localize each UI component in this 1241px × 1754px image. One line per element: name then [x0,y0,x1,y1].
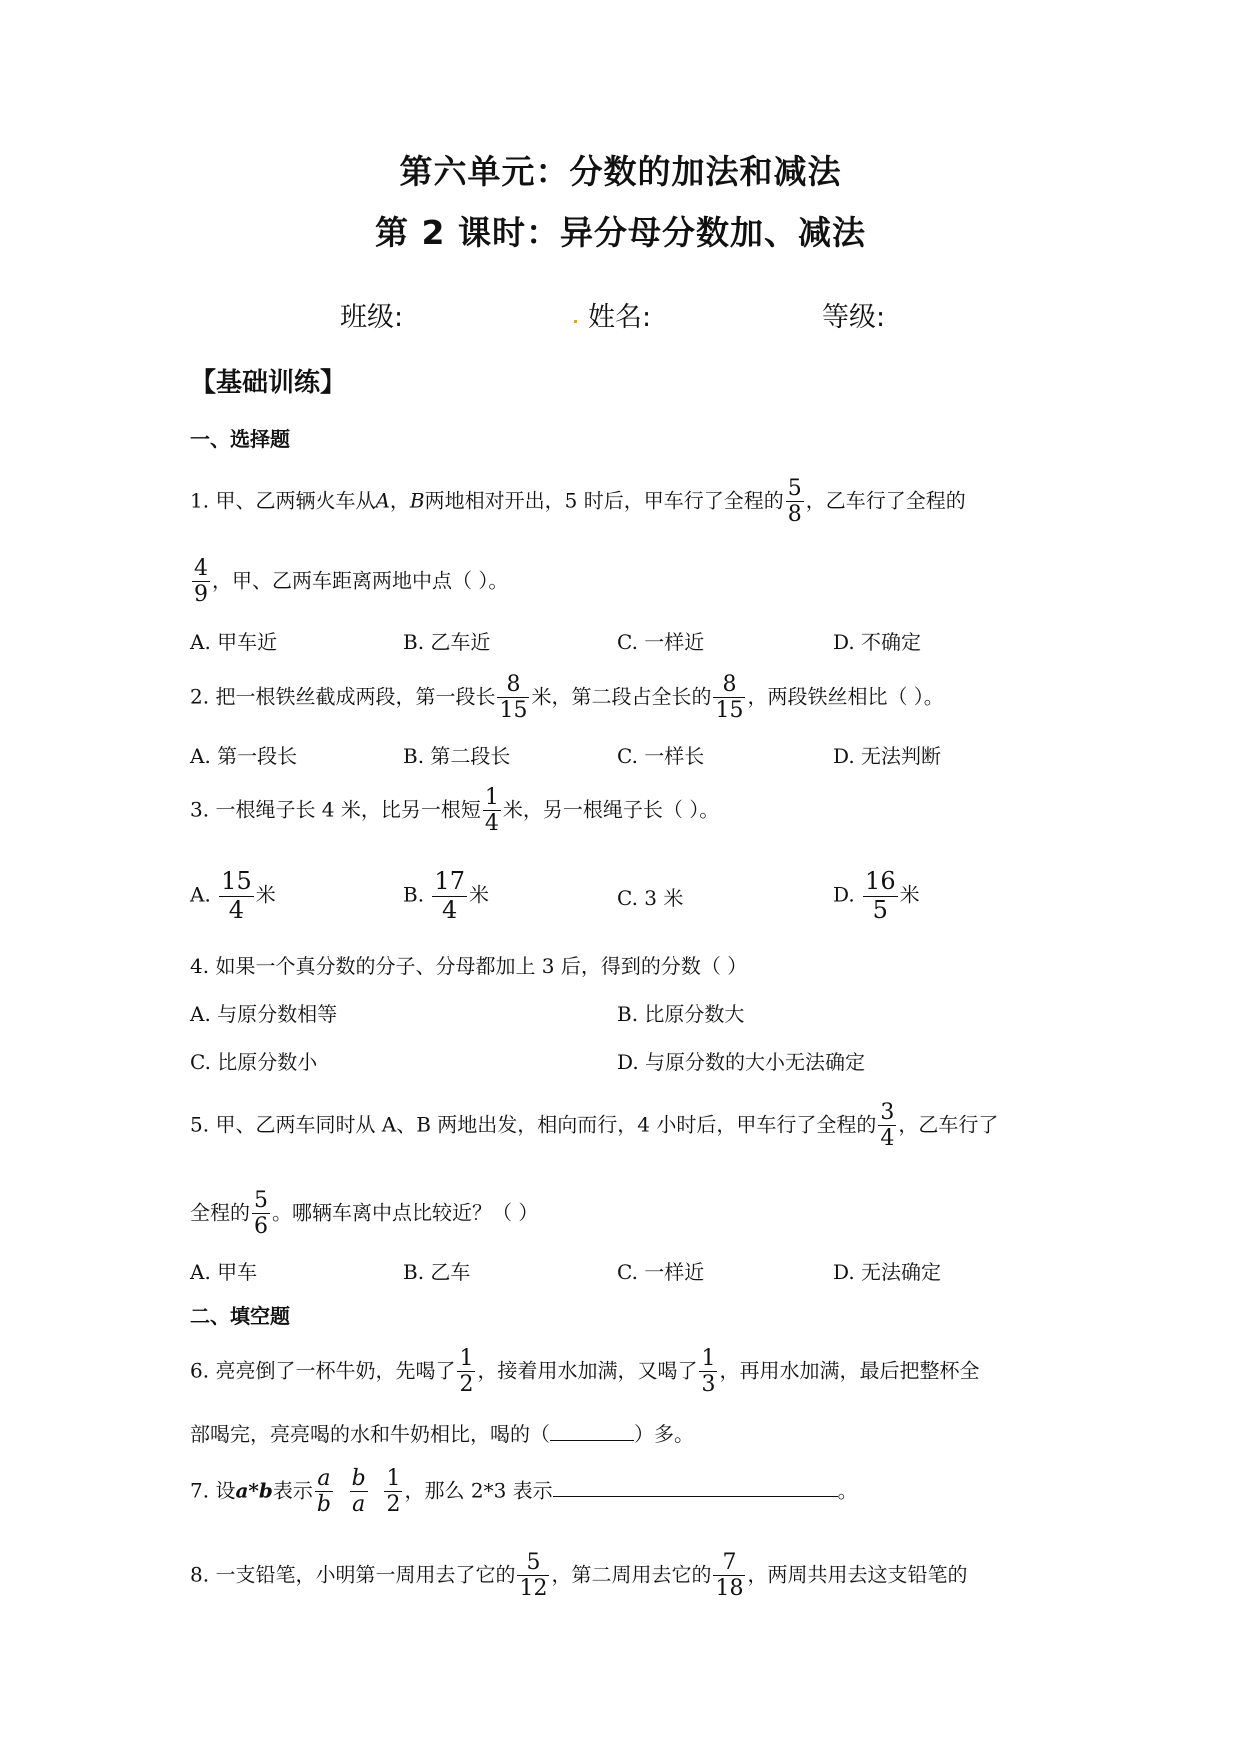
class-label: 班级: [340,302,404,333]
fraction: $\frac{1}{2}$ [386,1466,401,1518]
q2-option-b: B. 第二段长 [403,744,511,768]
q4-option-c: C. 比原分数小 [190,1050,318,1074]
q1-option-a: A. 甲车近 [190,630,278,654]
question-8: 8. 一支铅笔，小明第一周用去了它的 $\frac{5}{12}$ ，第二周用去它的 $\frac{7}{18}$ ，两周共用去这支铅笔的 [190,1550,968,1602]
fraction: $\frac{1}{3}$ [701,1346,716,1398]
question-1-line-2: $\frac{4}{9}$ ，甲、乙两车距离两地中点（ ）。 [194,556,509,608]
q5-option-b: B. 乙车 [403,1260,471,1284]
q1-option-d: D. 不确定 [833,630,922,654]
fraction: $\frac{b}{a}$ [351,1466,366,1518]
fraction: $\frac{5}{8}$ [787,476,802,528]
lesson-title: 第 2 课时：异分母分数加、减法 [375,213,866,252]
name-label: 姓名: [588,302,652,333]
question-6-line-2: 部喝完，亮亮喝的水和牛奶相比，喝的（ ）多。 [190,1422,694,1446]
question-3: 3. 一根绳子长 4 米，比另一根短 $\frac{1}{4}$ 米，另一根绳子长（ ）。 [190,785,720,837]
fraction: $\frac{1}{4}$ [484,785,499,837]
section-fill: 二、填空题 [190,1304,290,1328]
answer-blank[interactable] [550,1422,634,1441]
q3-option-b: B. $\frac{17}{4}$ 米 [403,867,489,924]
q2-option-a: A. 第一段长 [190,744,298,768]
q1-option-c: C. 一样近 [617,630,705,654]
fraction: $\frac{5}{6}$ [254,1188,268,1240]
q5-option-a: A. 甲车 [190,1260,258,1284]
answer-blank[interactable] [553,1478,838,1497]
q2-option-c: C. 一样长 [617,744,705,768]
section-choice: 一、选择题 [190,427,290,451]
fraction: $\frac{4}{9}$ [194,556,208,608]
fraction: $\frac{17}{4}$ [434,867,465,924]
question-2: 2. 把一根铁丝截成两段，第一段长 $\frac{8}{15}$ 米，第二段占全长的 $\frac{8}{15}$ ，两段铁丝相比（ ）。 [190,672,944,724]
q3-option-a: A. $\frac{15}{4}$ 米 [190,867,276,924]
q3-option-d: D. $\frac{16}{5}$ 米 [833,867,920,924]
q5-option-c: C. 一样近 [617,1260,705,1284]
q1-option-b: B. 乙车近 [403,630,491,654]
grade-label: 等级: [822,302,886,333]
question-7: 7. 设a*b表示 $\frac{a}{b}$ $\frac{b}{a}$ $\frac{1}{2}$ ，那么 2*3 表示 。 [190,1466,858,1518]
q3-option-c: C. 3 米 [617,886,684,910]
q4-option-b: B. 比原分数大 [617,1002,745,1026]
question-1-line-1: 1. 甲、乙两辆火车从A，B两地相对开出，5 时后，甲车行了全程的 $\frac{5}{8}$ ，乙车行了全程的 [190,476,966,528]
question-4: 4. 如果一个真分数的分子、分母都加上 3 后，得到的分数（ ） [190,954,748,978]
fraction: $\frac{5}{12}$ [519,1550,548,1602]
question-5-line-1: 5. 甲、乙两车同时从 A、B 两地出发，相向而行，4 小时后，甲车行了全程的 $\frac{3}{4}$ ，乙车行了 [190,1100,999,1152]
q4-option-d: D. 与原分数的大小无法确定 [617,1050,866,1074]
fraction: $\frac{3}{4}$ [880,1100,895,1152]
q2-option-d: D. 无法判断 [833,744,942,768]
fraction: $\frac{7}{18}$ [715,1550,744,1602]
question-6-line-1: 6. 亮亮倒了一杯牛奶，先喝了 $\frac{1}{2}$ ，接着用水加满，又喝了 $\frac{1}{3}$ ，再用水加满，最后把整杯全 [190,1346,980,1398]
fraction: $\frac{15}{4}$ [221,867,252,924]
q5-option-d: D. 无法确定 [833,1260,942,1284]
fraction: $\frac{1}{2}$ [459,1346,474,1398]
fraction: $\frac{8}{15}$ [715,672,744,724]
question-5-line-2: 全程的 $\frac{5}{6}$ 。哪辆车离中点比较近？（ ） [190,1188,539,1240]
fraction: $\frac{8}{15}$ [499,672,528,724]
fraction: $\frac{a}{b}$ [316,1466,331,1518]
q4-option-a: A. 与原分数相等 [190,1002,338,1026]
section-basic-training: 【基础训练】 [190,368,347,398]
fraction: $\frac{16}{5}$ [865,867,896,924]
unit-title: 第六单元：分数的加法和减法 [399,152,842,191]
stray-dot [574,320,577,323]
